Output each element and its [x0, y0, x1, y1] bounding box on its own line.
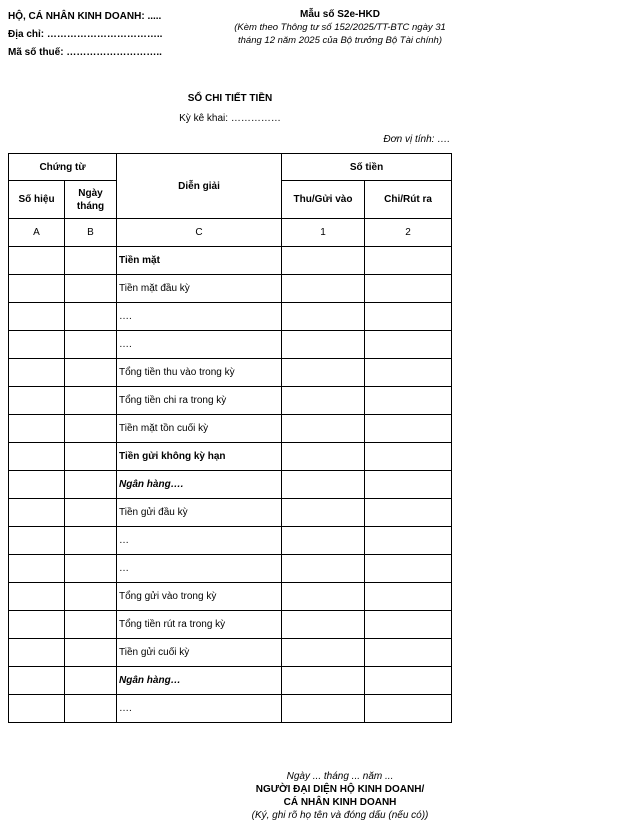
- table-row: [9, 359, 452, 387]
- description-cell: Tiền gửi cuối kỳ: [117, 639, 282, 667]
- amount-out-cell: [365, 275, 452, 303]
- voucher-date-cell: [65, 499, 117, 527]
- amount-out-cell: [365, 583, 452, 611]
- description-cell: Ngân hàng….: [117, 471, 282, 499]
- table-row: [9, 695, 452, 723]
- description-cell: …: [117, 527, 282, 555]
- table-row: [9, 471, 452, 499]
- amount-in-cell: [282, 499, 365, 527]
- table-row: [9, 443, 452, 471]
- declaration-period: Kỳ kê khai: ……………: [179, 113, 281, 124]
- amount-out-cell: [365, 527, 452, 555]
- table-row: [9, 611, 452, 639]
- table-row: [9, 639, 452, 667]
- voucher-date-cell: [65, 331, 117, 359]
- form-reference-line2: tháng 12 năm 2025 của Bộ trưởng Bộ Tài chính): [238, 35, 442, 46]
- amount-in-cell: [282, 303, 365, 331]
- description-cell: Tổng tiền thu vào trong kỳ: [117, 359, 282, 387]
- voucher-date-cell: [65, 443, 117, 471]
- voucher-number-cell: [9, 499, 65, 527]
- voucher-number-cell: [9, 275, 65, 303]
- amount-out-cell: [365, 247, 452, 275]
- table-row: [9, 583, 452, 611]
- signer-title-line1: NGƯỜI ĐẠI DIỆN HỘ KINH DOANH/: [255, 784, 425, 795]
- voucher-date-cell: [65, 695, 117, 723]
- amount-in-cell: [282, 247, 365, 275]
- table-row: [9, 415, 452, 443]
- tax-code-label: Mã số thuế: ………………………..: [8, 47, 162, 58]
- voucher-number-header: Số hiệu: [9, 181, 65, 219]
- amount-in-cell: [282, 275, 365, 303]
- description-cell: ….: [117, 303, 282, 331]
- voucher-date-cell: [65, 247, 117, 275]
- column-code: 1: [282, 219, 365, 247]
- amount-out-cell: [365, 611, 452, 639]
- column-code: B: [65, 219, 117, 247]
- amount-in-cell: [282, 667, 365, 695]
- voucher-number-cell: [9, 611, 65, 639]
- voucher-date-cell: [65, 359, 117, 387]
- table-row: [9, 331, 452, 359]
- voucher-number-cell: [9, 471, 65, 499]
- voucher-number-cell: [9, 331, 65, 359]
- voucher-date-cell: [65, 639, 117, 667]
- amount-in-cell: [282, 443, 365, 471]
- description-cell: Tiền mặt tồn cuối kỳ: [117, 415, 282, 443]
- voucher-date-cell: [65, 415, 117, 443]
- ledger-body: [9, 247, 452, 723]
- amount-in-cell: [282, 611, 365, 639]
- table-row: [9, 527, 452, 555]
- form-code: Mẫu số S2e-HKD: [299, 9, 380, 20]
- table-row: [9, 247, 452, 275]
- amount-out-header: Chi/Rút ra: [365, 181, 452, 219]
- household-label: HỘ, CÁ NHÂN KINH DOANH: .....: [8, 11, 162, 22]
- signature-note: (Ký, ghi rõ họ tên và đóng dấu (nếu có)): [251, 810, 429, 821]
- description-cell: Tiền gửi đầu kỳ: [117, 499, 282, 527]
- column-code: C: [117, 219, 282, 247]
- address-label: Địa chỉ: ……………………………..: [8, 29, 163, 40]
- amount-in-cell: [282, 527, 365, 555]
- table-row: [9, 555, 452, 583]
- description-cell: Tiền mặt: [117, 247, 282, 275]
- voucher-date-cell: [65, 583, 117, 611]
- amount-out-cell: [365, 639, 452, 667]
- table-row: [9, 499, 452, 527]
- description-cell: Tổng tiền rút ra trong kỳ: [117, 611, 282, 639]
- table-row: [9, 303, 452, 331]
- amount-out-cell: [365, 667, 452, 695]
- description-header: Diễn giải: [117, 154, 282, 219]
- voucher-date-cell: [65, 611, 117, 639]
- voucher-date-cell: [65, 303, 117, 331]
- table-row: [9, 387, 452, 415]
- amount-out-cell: [365, 303, 452, 331]
- voucher-number-cell: [9, 527, 65, 555]
- currency-unit: Đơn vị tính: ….: [383, 134, 450, 145]
- voucher-number-cell: [9, 443, 65, 471]
- amount-out-cell: [365, 471, 452, 499]
- column-code: A: [9, 219, 65, 247]
- description-cell: ….: [117, 331, 282, 359]
- description-cell: Tổng gửi vào trong kỳ: [117, 583, 282, 611]
- amount-out-cell: [365, 331, 452, 359]
- signature-block: [215, 770, 465, 822]
- description-cell: Tiền mặt đầu kỳ: [117, 275, 282, 303]
- voucher-number-cell: [9, 415, 65, 443]
- voucher-number-cell: [9, 583, 65, 611]
- voucher-number-cell: [9, 387, 65, 415]
- amount-in-cell: [282, 471, 365, 499]
- amount-in-header: Thu/Gửi vào: [282, 181, 365, 219]
- amount-in-cell: [282, 583, 365, 611]
- voucher-number-cell: [9, 555, 65, 583]
- amount-in-cell: [282, 387, 365, 415]
- description-cell: Tiền gửi không kỳ hạn: [117, 443, 282, 471]
- amount-in-cell: [282, 359, 365, 387]
- amount-out-cell: [365, 555, 452, 583]
- description-cell: Tổng tiền chi ra trong kỳ: [117, 387, 282, 415]
- amount-header: Số tiền: [282, 154, 452, 181]
- description-cell: Ngân hàng…: [117, 667, 282, 695]
- table-row: [9, 667, 452, 695]
- ledger-title: SỔ CHI TIẾT TIỀN: [187, 93, 273, 104]
- amount-out-cell: [365, 499, 452, 527]
- voucher-number-cell: [9, 667, 65, 695]
- voucher-date-cell: [65, 527, 117, 555]
- voucher-date-cell: [65, 387, 117, 415]
- form-info: [215, 8, 465, 47]
- voucher-number-cell: [9, 695, 65, 723]
- description-cell: ….: [117, 695, 282, 723]
- voucher-date-cell: [65, 471, 117, 499]
- voucher-date-cell: [65, 667, 117, 695]
- form-reference-line1: (Kèm theo Thông tư số 152/2025/TT-BTC ngày 31: [234, 22, 446, 33]
- voucher-date-cell: [65, 275, 117, 303]
- voucher-number-cell: [9, 639, 65, 667]
- business-info: [8, 8, 162, 62]
- voucher-header: Chứng từ: [9, 154, 117, 181]
- amount-out-cell: [365, 387, 452, 415]
- voucher-date-cell: [65, 555, 117, 583]
- description-cell: …: [117, 555, 282, 583]
- amount-in-cell: [282, 555, 365, 583]
- table-row: [9, 275, 452, 303]
- voucher-number-cell: [9, 359, 65, 387]
- amount-in-cell: [282, 695, 365, 723]
- voucher-number-cell: [9, 303, 65, 331]
- amount-in-cell: [282, 415, 365, 443]
- signer-title-line2: CÁ NHÂN KINH DOANH: [283, 797, 397, 808]
- amount-out-cell: [365, 359, 452, 387]
- voucher-date-header: Ngày tháng: [65, 181, 117, 219]
- signature-date: Ngày ... tháng ... năm ...: [286, 771, 394, 782]
- amount-in-cell: [282, 331, 365, 359]
- amount-in-cell: [282, 639, 365, 667]
- voucher-number-cell: [9, 247, 65, 275]
- amount-out-cell: [365, 415, 452, 443]
- cash-ledger-table: [8, 153, 452, 723]
- amount-out-cell: [365, 443, 452, 471]
- column-code: 2: [365, 219, 452, 247]
- amount-out-cell: [365, 695, 452, 723]
